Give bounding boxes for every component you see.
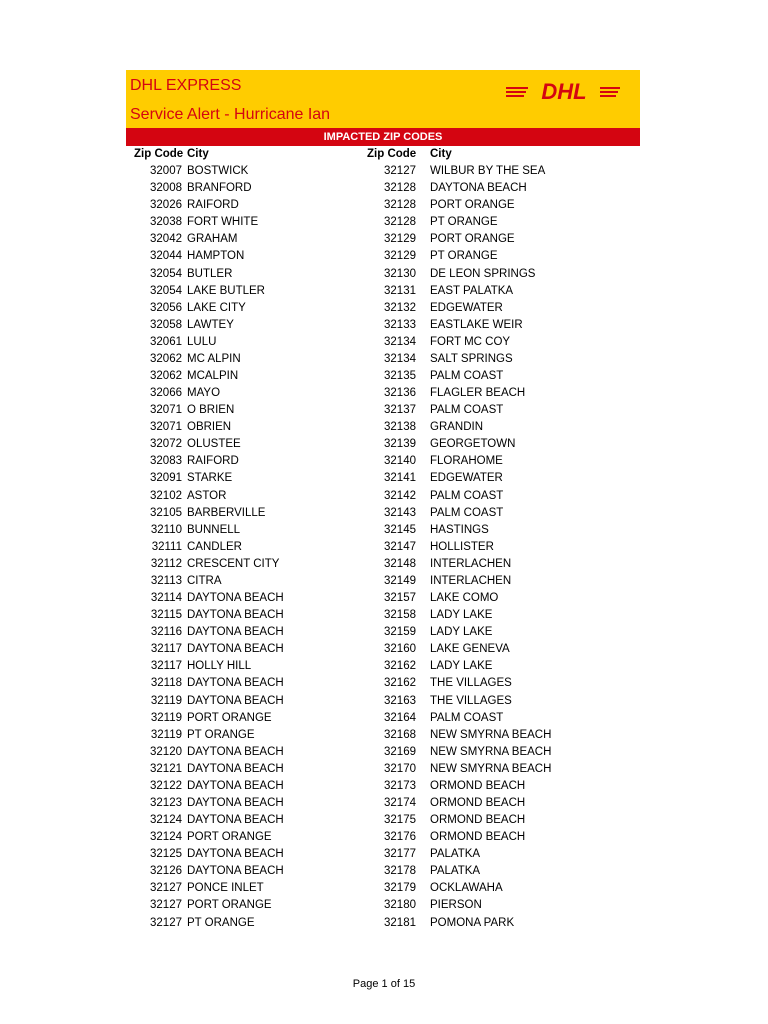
zip-code-cell: 32164 [384, 711, 416, 724]
table-row [360, 761, 600, 778]
zip-code-cell: 32124 [150, 814, 182, 827]
city-cell: DAYTONA BEACH [430, 182, 527, 195]
table-row [360, 231, 600, 248]
table-row [360, 214, 600, 231]
zip-code-cell: 32121 [150, 762, 182, 775]
table-row [360, 744, 600, 761]
table-row [126, 300, 366, 317]
document-subtitle: Service Alert - Hurricane Ian [130, 106, 331, 123]
table-row [126, 505, 366, 522]
zip-code-cell: 32139 [384, 438, 416, 451]
zip-code-cell: 32066 [150, 387, 182, 400]
zip-code-cell: 32126 [150, 865, 182, 878]
city-cell: ORMOND BEACH [430, 779, 526, 792]
table-row [360, 880, 600, 897]
zip-code-cell: 32131 [384, 284, 416, 297]
city-cell: DAYTONA BEACH [187, 796, 284, 809]
city-cell: NEW SMYRNA BEACH [430, 762, 552, 775]
zip-code-cell: 32162 [384, 660, 416, 673]
zip-code-cell: 32160 [384, 643, 416, 656]
zip-code-cell: 32105 [150, 506, 182, 519]
city-cell: DAYTONA BEACH [187, 762, 284, 775]
city-cell: POMONA PARK [430, 916, 515, 929]
city-cell: FLORAHOME [430, 455, 503, 468]
zip-code-cell: 32115 [150, 609, 182, 622]
zip-code-cell: 32127 [150, 899, 182, 912]
table-row [126, 351, 366, 368]
city-cell: BUTLER [187, 267, 233, 280]
table-row [126, 385, 366, 402]
table-row [126, 573, 366, 590]
table-row [360, 641, 600, 658]
zip-code-cell: 32128 [384, 182, 416, 195]
city-cell: PALM COAST [430, 404, 504, 417]
table-row [126, 641, 366, 658]
zip-code-cell: 32133 [384, 318, 416, 331]
city-cell: LAKE COMO [430, 592, 499, 605]
city-cell: HASTINGS [430, 523, 489, 536]
city-cell: DE LEON SPRINGS [430, 267, 536, 280]
city-cell: O BRIEN [187, 404, 235, 417]
table-row [360, 675, 600, 692]
dhl-logo [506, 80, 620, 102]
table-row [360, 573, 600, 590]
zip-code-cell: 32026 [150, 199, 182, 212]
city-cell: INTERLACHEN [430, 557, 512, 570]
table-row [360, 846, 600, 863]
table-row [126, 846, 366, 863]
zip-code-cell: 32173 [384, 779, 416, 792]
table-row [126, 163, 366, 180]
city-cell: LADY LAKE [430, 660, 493, 673]
zip-code-cell: 32111 [151, 540, 182, 553]
city-cell: PT ORANGE [187, 728, 255, 741]
city-cell: PONCE INLET [187, 882, 264, 895]
city-cell: PALM COAST [430, 489, 504, 502]
table-row [360, 488, 600, 505]
svg-text:DHL: DHL [541, 80, 587, 102]
table-row [126, 744, 366, 761]
table-row [360, 470, 600, 487]
table-row [126, 214, 366, 231]
city-cell: HOLLISTER [430, 540, 494, 553]
zip-code-cell: 32143 [384, 506, 416, 519]
zip-code-cell: 32117 [150, 660, 182, 673]
table-row [360, 795, 600, 812]
zip-code-cell: 32159 [384, 626, 416, 639]
table-row [126, 880, 366, 897]
table-header-row [360, 146, 600, 163]
table-row [126, 539, 366, 556]
table-row [126, 488, 366, 505]
city-cell: EASTLAKE WEIR [430, 318, 523, 331]
city-cell: DAYTONA BEACH [187, 848, 284, 861]
table-row [360, 897, 600, 914]
zip-code-cell: 32119 [150, 694, 182, 707]
zip-code-cell: 32132 [384, 301, 416, 314]
city-cell: OCKLAWAHA [430, 882, 503, 895]
zip-code-cell: 32181 [384, 916, 416, 929]
zip-code-cell: 32038 [150, 216, 182, 229]
city-cell: INTERLACHEN [430, 574, 512, 587]
zip-code-cell: 32054 [150, 267, 182, 280]
city-cell: PORT ORANGE [187, 831, 272, 844]
zip-code-cell: 32062 [150, 370, 182, 383]
table-row [360, 829, 600, 846]
city-cell: NEW SMYRNA BEACH [430, 745, 552, 758]
zip-code-cell: 32056 [150, 301, 182, 314]
zip-code-cell: 32140 [384, 455, 416, 468]
city-cell: CITRA [187, 574, 222, 587]
city-cell: CANDLER [187, 540, 242, 553]
table-row [360, 317, 600, 334]
document-title: DHL EXPRESS [130, 77, 242, 94]
table-row [360, 915, 600, 932]
zip-code-cell: 32102 [150, 489, 182, 502]
table-row [126, 624, 366, 641]
zip-code-cell: 32123 [150, 796, 182, 809]
table-row [126, 402, 366, 419]
table-row [360, 522, 600, 539]
table-row [126, 470, 366, 487]
zip-code-cell: 32149 [384, 574, 416, 587]
zip-code-cell: 32157 [384, 592, 416, 605]
zip-code-cell: 32061 [150, 335, 182, 348]
table-row [126, 897, 366, 914]
table-row [360, 710, 600, 727]
city-cell: GRAHAM [187, 233, 238, 246]
page-header [126, 70, 640, 128]
page-number: Page 1 of 15 [352, 978, 416, 990]
city-cell: PT ORANGE [430, 250, 498, 263]
zip-code-cell: 32120 [150, 745, 182, 758]
zip-code-cell: 32118 [150, 677, 182, 690]
city-cell: DAYTONA BEACH [187, 592, 284, 605]
zip-code-cell: 32129 [384, 250, 416, 263]
city-cell: GEORGETOWN [430, 438, 516, 451]
table-row [360, 402, 600, 419]
city-column-header: City [430, 148, 452, 160]
zip-code-cell: 32091 [150, 472, 182, 485]
table-row [126, 590, 366, 607]
table-row [360, 334, 600, 351]
city-cell: ORMOND BEACH [430, 796, 526, 809]
table-row [126, 693, 366, 710]
city-cell: PALATKA [430, 865, 481, 878]
zip-code-cell: 32119 [150, 711, 182, 724]
city-cell: LADY LAKE [430, 626, 493, 639]
table-row [126, 522, 366, 539]
city-cell: DAYTONA BEACH [187, 626, 284, 639]
table-row [126, 727, 366, 744]
city-cell: LULU [187, 335, 217, 348]
zip-code-cell: 32158 [384, 609, 416, 622]
zip-code-cell: 32116 [150, 626, 182, 639]
table-row [126, 863, 366, 880]
city-cell: THE VILLAGES [430, 694, 512, 707]
zip-code-cell: 32083 [150, 455, 182, 468]
city-cell: LAKE GENEVA [430, 643, 510, 656]
table-row [126, 658, 366, 675]
city-cell: SALT SPRINGS [430, 352, 513, 365]
zip-code-cell: 32134 [384, 335, 416, 348]
city-cell: ORMOND BEACH [430, 831, 526, 844]
zip-code-cell: 32114 [150, 592, 182, 605]
zip-code-cell: 32137 [384, 404, 416, 417]
zip-code-cell: 32007 [150, 165, 182, 178]
city-cell: MC ALPIN [187, 352, 241, 365]
city-cell: ORMOND BEACH [430, 814, 526, 827]
table-row [360, 624, 600, 641]
city-cell: PORT ORANGE [430, 233, 515, 246]
table-row [360, 556, 600, 573]
table-row [126, 283, 366, 300]
table-row [360, 300, 600, 317]
zip-code-column-header: Zip Code [367, 148, 417, 160]
city-cell: PALATKA [430, 848, 481, 861]
table-row [126, 556, 366, 573]
table-header-row [126, 146, 366, 163]
city-cell: FORT WHITE [187, 216, 259, 229]
table-row [126, 317, 366, 334]
table-row [360, 727, 600, 744]
city-cell: BOSTWICK [187, 165, 249, 178]
table-row [360, 163, 600, 180]
table-row [360, 505, 600, 522]
city-cell: OBRIEN [187, 421, 232, 434]
zip-code-cell: 32127 [384, 165, 416, 178]
zip-code-cell: 32113 [150, 574, 182, 587]
city-cell: LAKE CITY [187, 301, 246, 314]
table-row [360, 590, 600, 607]
city-cell: PORT ORANGE [187, 711, 272, 724]
city-cell: DAYTONA BEACH [187, 779, 284, 792]
zip-code-column-header: Zip Code [134, 148, 184, 160]
zip-code-cell: 32119 [150, 728, 182, 741]
table-row [360, 863, 600, 880]
city-cell: DAYTONA BEACH [187, 609, 284, 622]
city-cell: DAYTONA BEACH [187, 814, 284, 827]
zip-code-cell: 32176 [384, 831, 416, 844]
zip-table-left [126, 146, 366, 932]
table-row [126, 436, 366, 453]
zip-code-cell: 32128 [384, 199, 416, 212]
zip-code-cell: 32141 [384, 472, 416, 485]
city-cell: LAWTEY [187, 318, 234, 331]
zip-code-cell: 32124 [150, 831, 182, 844]
table-row [126, 607, 366, 624]
table-row [360, 197, 600, 214]
city-cell: PALM COAST [430, 711, 504, 724]
zip-code-cell: 32072 [150, 438, 182, 451]
table-row [360, 812, 600, 829]
zip-code-cell: 32044 [150, 250, 182, 263]
city-cell: DAYTONA BEACH [187, 677, 284, 690]
table-row [360, 283, 600, 300]
zip-code-cell: 32148 [384, 557, 416, 570]
city-cell: MCALPIN [187, 370, 239, 383]
table-row [126, 180, 366, 197]
city-cell: PALM COAST [430, 370, 504, 383]
zip-code-cell: 32179 [384, 882, 416, 895]
city-cell: EDGEWATER [430, 472, 503, 485]
city-cell: EAST PALATKA [430, 284, 514, 297]
table-row [126, 419, 366, 436]
zip-code-cell: 32178 [384, 865, 416, 878]
table-row [126, 812, 366, 829]
zip-table-right [360, 146, 600, 932]
zip-code-cell: 32127 [150, 916, 182, 929]
table-row [126, 266, 366, 283]
zip-code-cell: 32071 [150, 421, 182, 434]
city-cell: HOLLY HILL [187, 660, 252, 673]
zip-code-cell: 32110 [150, 523, 182, 536]
table-row [126, 710, 366, 727]
city-cell: THE VILLAGES [430, 677, 512, 690]
table-row [126, 197, 366, 214]
table-row [126, 675, 366, 692]
zip-code-cell: 32058 [150, 318, 182, 331]
table-row [360, 453, 600, 470]
zip-code-cell: 32162 [384, 677, 416, 690]
zip-code-cell: 32174 [384, 796, 416, 809]
city-cell: STARKE [187, 472, 233, 485]
table-row [126, 231, 366, 248]
zip-code-cell: 32117 [150, 643, 182, 656]
zip-code-cell: 32008 [150, 182, 182, 195]
table-row [360, 385, 600, 402]
zip-code-cell: 32136 [384, 387, 416, 400]
right-rows [360, 163, 600, 932]
city-cell: PALM COAST [430, 506, 504, 519]
city-cell: PORT ORANGE [187, 899, 272, 912]
city-cell: OLUSTEE [187, 438, 241, 451]
city-cell: LADY LAKE [430, 609, 493, 622]
city-cell: FORT MC COY [430, 335, 511, 348]
city-cell: DAYTONA BEACH [187, 643, 284, 656]
zip-code-cell: 32042 [150, 233, 182, 246]
table-row [360, 658, 600, 675]
zip-code-cell: 32138 [384, 421, 416, 434]
zip-code-cell: 32054 [150, 284, 182, 297]
table-row [360, 607, 600, 624]
city-cell: MAYO [187, 387, 221, 400]
zip-code-cell: 32175 [384, 814, 416, 827]
zip-code-cell: 32127 [150, 882, 182, 895]
table-row [126, 915, 366, 932]
table-row [360, 778, 600, 795]
table-row [360, 419, 600, 436]
zip-code-cell: 32170 [384, 762, 416, 775]
table-row [360, 368, 600, 385]
city-cell: PT ORANGE [430, 216, 498, 229]
city-cell: FLAGLER BEACH [430, 387, 526, 400]
left-rows [126, 163, 366, 932]
table-row [126, 368, 366, 385]
zip-code-cell: 32168 [384, 728, 416, 741]
city-cell: BRANFORD [187, 182, 252, 195]
table-row [126, 453, 366, 470]
table-row [360, 266, 600, 283]
city-cell: DAYTONA BEACH [187, 865, 284, 878]
zip-code-cell: 32163 [384, 694, 416, 707]
table-row [126, 761, 366, 778]
city-cell: BARBERVILLE [187, 506, 266, 519]
zip-code-cell: 32177 [384, 848, 416, 861]
zip-code-cell: 32134 [384, 352, 416, 365]
city-cell: NEW SMYRNA BEACH [430, 728, 552, 741]
table-row [126, 248, 366, 265]
city-cell: PIERSON [430, 899, 482, 912]
zip-code-cell: 32135 [384, 370, 416, 383]
zip-code-cell: 32112 [150, 557, 182, 570]
table-row [126, 829, 366, 846]
table-row [126, 778, 366, 795]
table-row [360, 436, 600, 453]
table-row [360, 693, 600, 710]
zip-code-cell: 32062 [150, 352, 182, 365]
city-cell: PORT ORANGE [430, 199, 515, 212]
city-cell: DAYTONA BEACH [187, 694, 284, 707]
city-cell: WILBUR BY THE SEA [430, 165, 546, 178]
city-cell: PT ORANGE [187, 916, 255, 929]
table-row [360, 248, 600, 265]
zip-code-cell: 32147 [384, 540, 416, 553]
city-cell: GRANDIN [430, 421, 484, 434]
zip-code-cell: 32180 [384, 899, 416, 912]
city-cell: EDGEWATER [430, 301, 503, 314]
zip-code-cell: 32129 [384, 233, 416, 246]
city-cell: RAIFORD [187, 199, 239, 212]
table-row [126, 795, 366, 812]
zip-code-cell: 32142 [384, 489, 416, 502]
table-row [126, 334, 366, 351]
city-cell: ASTOR [187, 489, 227, 502]
table-row [360, 539, 600, 556]
city-cell: RAIFORD [187, 455, 239, 468]
city-cell: CRESCENT CITY [187, 557, 280, 570]
zip-code-cell: 32130 [384, 267, 416, 280]
city-cell: LAKE BUTLER [187, 284, 265, 297]
impacted-zip-codes-banner: IMPACTED ZIP CODES [126, 128, 640, 146]
zip-code-cell: 32122 [150, 779, 182, 792]
zip-code-cell: 32125 [150, 848, 182, 861]
zip-code-cell: 32169 [384, 745, 416, 758]
city-cell: BUNNELL [187, 523, 241, 536]
zip-code-cell: 32071 [150, 404, 182, 417]
zip-code-cell: 32145 [384, 523, 416, 536]
zip-code-cell: 32128 [384, 216, 416, 229]
city-cell: HAMPTON [187, 250, 245, 263]
table-row [360, 180, 600, 197]
table-row [360, 351, 600, 368]
city-cell: DAYTONA BEACH [187, 745, 284, 758]
city-column-header: City [187, 148, 209, 160]
